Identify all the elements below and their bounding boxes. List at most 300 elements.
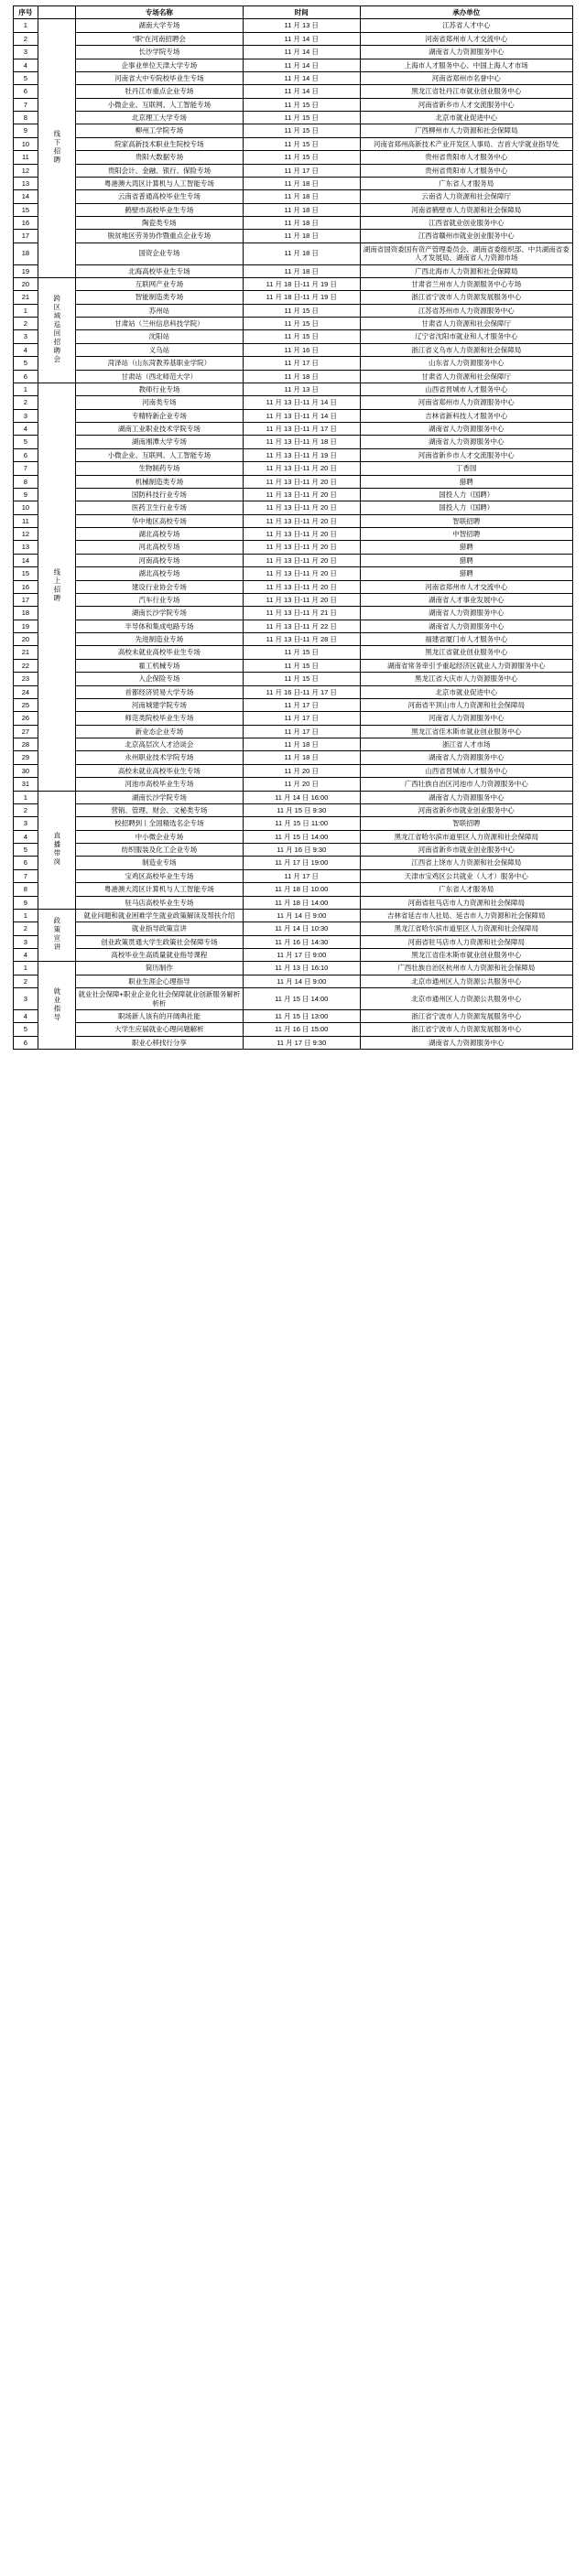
- table-row: [14, 514, 573, 527]
- cell-time: 11 月 14 日 9:00: [243, 909, 360, 922]
- cell-event-name: 粤港澳大湾区计算机与人工智能专场: [75, 177, 243, 189]
- cell-organizer: 江苏省人才中心: [360, 19, 572, 32]
- cell-time: 11 月 13 日-11 月 17 日: [243, 423, 360, 436]
- cell-time: 11 月 18 日: [243, 177, 360, 189]
- cell-category: [38, 383, 75, 791]
- cell-organizer: 辽宁省沈阳市就业和人才服务中心: [360, 330, 572, 343]
- cell-event-name: 河南城建学院专场: [75, 698, 243, 711]
- cell-event-name: 半导体和集成电路专场: [75, 620, 243, 632]
- cell-time: 11 月 16 日-11 月 17 日: [243, 685, 360, 698]
- cell-time: 11 月 20 日: [243, 764, 360, 777]
- cell-seq: 3: [14, 935, 38, 948]
- table-row: [14, 243, 573, 264]
- cell-organizer: 河南省驻马店市人力资源和社会保障局: [360, 896, 572, 909]
- table-header-row: [14, 6, 573, 19]
- cell-time: 11 月 15 日 14:00: [243, 988, 360, 1010]
- cell-event-name: 粤港澳大湾区计算机与人工智能专场: [75, 883, 243, 896]
- cell-event-name: 创业政策贯通大学生政策社会保障专场: [75, 935, 243, 948]
- cell-organizer: 河南省郑州高新技术产业开发区人事局、吉首大学就业指导处: [360, 137, 572, 150]
- table-row: [14, 896, 573, 909]
- cell-time: 11 月 15 日: [243, 151, 360, 164]
- table-row: [14, 869, 573, 882]
- cell-time: 11 月 14 日 10:30: [243, 922, 360, 935]
- schedule-table: [13, 5, 573, 1050]
- table-row: [14, 685, 573, 698]
- cell-event-name: 甘肃站（兰州信息科技学院）: [75, 318, 243, 330]
- cell-time: 11 月 13 日-11 月 22 日: [243, 620, 360, 632]
- cell-time: 11 月 18 日: [243, 190, 360, 203]
- cell-event-name: 制造业专场: [75, 857, 243, 869]
- table-row: [14, 177, 573, 189]
- cell-organizer: 北京市通州区人力资源公共服务中心: [360, 988, 572, 1010]
- cell-event-name: 湖南长沙学院专场: [75, 607, 243, 620]
- cell-event-name: 河南类专场: [75, 396, 243, 409]
- cell-time: 11 月 13 日-11 月 28 日: [243, 633, 360, 646]
- cell-event-name: 国防科技行业专场: [75, 488, 243, 501]
- cell-organizer: 黑龙江省哈尔滨市道里区人力资源和社会保障局: [360, 922, 572, 935]
- cell-seq: 8: [14, 475, 38, 488]
- cell-time: 11 月 15 日 13:00: [243, 1009, 360, 1022]
- cell-seq: 4: [14, 343, 38, 356]
- cell-event-name: 建设行业协会专场: [75, 580, 243, 593]
- cell-seq: 1: [14, 383, 38, 395]
- cell-event-name: 宝鸡区高校毕业生专场: [75, 869, 243, 882]
- cell-seq: 26: [14, 712, 38, 725]
- cell-time: 11 月 14 日: [243, 46, 360, 59]
- cell-organizer: 黑龙江省哈尔滨市道里区人力资源和社会保障局: [360, 830, 572, 843]
- cell-time: 11 月 17 日 9:30: [243, 1036, 360, 1049]
- cell-time: 11 月 15 日: [243, 98, 360, 111]
- cell-seq: 8: [14, 112, 38, 124]
- table-row: [14, 304, 573, 317]
- cell-seq: 1: [14, 19, 38, 32]
- table-row: [14, 383, 573, 395]
- table-row: [14, 751, 573, 764]
- table-row: [14, 98, 573, 111]
- cell-category: [38, 791, 75, 909]
- cell-organizer: 黑龙江省大庆市人力资源服务中心: [360, 673, 572, 685]
- cell-organizer: 湖南省人力资源服务中心: [360, 620, 572, 632]
- table-row: [14, 554, 573, 566]
- cell-time: 11 月 18 日: [243, 264, 360, 277]
- cell-organizer: 广西壮族自治区河池市人力资源服务中心: [360, 778, 572, 791]
- cell-seq: 23: [14, 673, 38, 685]
- cell-organizer: 广东省人才服务局: [360, 177, 572, 189]
- table-row: [14, 264, 573, 277]
- cell-event-name: 菏泽站（山东菏教养基职业学院）: [75, 357, 243, 370]
- cell-time: 11 月 18 日: [243, 243, 360, 264]
- cell-time: 11 月 13 日-11 月 20 日: [243, 554, 360, 566]
- table-row: [14, 778, 573, 791]
- table-body: [14, 19, 573, 1050]
- cell-event-name: 贵阳会计、金融、银行、保险专场: [75, 164, 243, 177]
- cell-time: 11 月 14 日: [243, 85, 360, 98]
- cell-seq: 5: [14, 357, 38, 370]
- cell-organizer: 广西柳州市人力资源和社会保障局: [360, 124, 572, 137]
- header-name: 专场名称: [75, 6, 243, 19]
- cell-seq: 4: [14, 59, 38, 71]
- table-row: [14, 1009, 573, 1022]
- table-row: [14, 343, 573, 356]
- cell-seq: 19: [14, 620, 38, 632]
- cell-time: 11 月 13 日-11 月 21 日: [243, 607, 360, 620]
- cell-time: 11 月 13 日-11 月 19 日: [243, 448, 360, 461]
- cell-event-name: 云南省普通高校毕业生专场: [75, 190, 243, 203]
- table-row: [14, 423, 573, 436]
- cell-time: 11 月 14 日: [243, 71, 360, 84]
- cell-event-name: 新业态企业专场: [75, 725, 243, 738]
- cell-time: 11 月 14 日 16:00: [243, 791, 360, 803]
- cell-seq: 4: [14, 1009, 38, 1022]
- cell-seq: 5: [14, 71, 38, 84]
- cell-seq: 2: [14, 318, 38, 330]
- cell-event-name: 专精特新企业专场: [75, 409, 243, 422]
- cell-time: 11 月 15 日: [243, 673, 360, 685]
- cell-organizer: 广西壮族自治区杭州市人力资源和社会保障局: [360, 962, 572, 975]
- cell-organizer: 河南省鹤壁市人力资源和社会保障局: [360, 203, 572, 216]
- cell-organizer: 湖南省人力资源服务中心: [360, 46, 572, 59]
- cell-seq: 17: [14, 230, 38, 243]
- cell-seq: 10: [14, 501, 38, 514]
- table-row: [14, 922, 573, 935]
- table-row: [14, 112, 573, 124]
- cell-organizer: 天津市宝鸡区公共就业（人才）服务中心: [360, 869, 572, 882]
- cell-event-name: 职场新人该有的开阔典社能: [75, 1009, 243, 1022]
- table-row: [14, 949, 573, 962]
- cell-seq: 21: [14, 291, 38, 304]
- cell-organizer: 广东省人才服务局: [360, 883, 572, 896]
- category-label: 线上招聘: [52, 568, 61, 603]
- cell-organizer: 猎聘: [360, 554, 572, 566]
- cell-seq: 28: [14, 738, 38, 751]
- cell-seq: 4: [14, 949, 38, 962]
- table-row: [14, 607, 573, 620]
- cell-time: 11 月 15 日 11:00: [243, 817, 360, 830]
- cell-seq: 6: [14, 1036, 38, 1049]
- cell-organizer: 河南省人力资源服务中心: [360, 712, 572, 725]
- cell-time: 11 月 13 日-11 月 20 日: [243, 462, 360, 475]
- cell-organizer: 吉林省延吉市人社局、延吉市人力资源和社会保障局: [360, 909, 572, 922]
- cell-event-name: 就业社会保障+职业企业化社会保障就业创新服务解析析析: [75, 988, 243, 1010]
- cell-event-name: 校招聘到丨全国精选名企专场: [75, 817, 243, 830]
- cell-seq: 2: [14, 32, 38, 45]
- cell-time: 11 月 15 日: [243, 304, 360, 317]
- cell-time: 11 月 16 日 14:30: [243, 935, 360, 948]
- table-row: [14, 190, 573, 203]
- cell-organizer: 智联招聘: [360, 514, 572, 527]
- cell-organizer: 上海市人才服务中心、中国上海人才市场: [360, 59, 572, 71]
- cell-event-name: 陶瓷类专场: [75, 217, 243, 230]
- cell-organizer: 湖南省人力资源服务中心: [360, 436, 572, 448]
- cell-event-name: 国资企业专场: [75, 243, 243, 264]
- cell-seq: 13: [14, 541, 38, 554]
- cell-event-name: 甘肃站（西北师范大学）: [75, 370, 243, 383]
- table-row: [14, 164, 573, 177]
- cell-event-name: 简历制作: [75, 962, 243, 975]
- cell-organizer: 河南省平顶山市人力资源和社会保障局: [360, 698, 572, 711]
- cell-event-name: 小微企业、互联网、人工智能专场: [75, 448, 243, 461]
- table-row: [14, 791, 573, 803]
- cell-event-name: 苏州站: [75, 304, 243, 317]
- table-row: [14, 330, 573, 343]
- cell-organizer: 湖南省人力资源服务中心: [360, 791, 572, 803]
- cell-seq: 29: [14, 751, 38, 764]
- cell-seq: 21: [14, 646, 38, 659]
- cell-organizer: 黑龙江省佳木斯市就业创业服务中心: [360, 949, 572, 962]
- table-row: [14, 230, 573, 243]
- table-row: [14, 488, 573, 501]
- table-row: [14, 817, 573, 830]
- table-row: [14, 646, 573, 659]
- cell-organizer: 黑龙江省牡丹江市就业创业服务中心: [360, 85, 572, 98]
- table-row: [14, 475, 573, 488]
- cell-time: 11 月 16 日 9:30: [243, 844, 360, 857]
- table-row: [14, 277, 573, 290]
- cell-organizer: 山东省人力资源服务中心: [360, 357, 572, 370]
- cell-event-name: 高校未就业高校毕业生专场: [75, 764, 243, 777]
- cell-time: 11 月 13 日: [243, 19, 360, 32]
- cell-seq: 2: [14, 396, 38, 409]
- cell-organizer: 猎聘: [360, 567, 572, 580]
- cell-time: 11 月 13 日-11 月 20 日: [243, 567, 360, 580]
- cell-time: 11 月 18 日: [243, 230, 360, 243]
- table-row: [14, 803, 573, 816]
- cell-time: 11 月 18 日: [243, 217, 360, 230]
- cell-organizer: 江苏省苏州市人力资源服务中心: [360, 304, 572, 317]
- cell-event-name: 汽车行业专场: [75, 593, 243, 606]
- cell-time: 11 月 13 日: [243, 383, 360, 395]
- cell-event-name: 大学生应届就业心理问题解析: [75, 1023, 243, 1036]
- table-row: [14, 541, 573, 554]
- table-row: [14, 291, 573, 304]
- table-row: [14, 528, 573, 541]
- cell-organizer: 猎聘: [360, 475, 572, 488]
- cell-event-name: 河南省大中专院校毕业生专场: [75, 71, 243, 84]
- cell-organizer: 猎聘: [360, 541, 572, 554]
- cell-category: [38, 19, 75, 278]
- cell-event-name: 北海高校毕业生专场: [75, 264, 243, 277]
- cell-seq: 5: [14, 436, 38, 448]
- cell-organizer: 北京市就业促进中心: [360, 112, 572, 124]
- table-row: [14, 436, 573, 448]
- cell-seq: 20: [14, 633, 38, 646]
- cell-event-name: 永州职业技术学院专场: [75, 751, 243, 764]
- cell-seq: 2: [14, 922, 38, 935]
- table-row: [14, 593, 573, 606]
- cell-event-name: 义乌站: [75, 343, 243, 356]
- cell-organizer: 湖南省国资委国有资产管理委员会、湖南省委组织部、中共湖南省委人才发展局、湖南省人力资源市场: [360, 243, 572, 264]
- cell-event-name: 北京高层次人才洽谈会: [75, 738, 243, 751]
- cell-seq: 5: [14, 1023, 38, 1036]
- cell-seq: 25: [14, 698, 38, 711]
- cell-organizer: 国投人力（国聘）: [360, 501, 572, 514]
- cell-time: 11 月 13 日-11 月 20 日: [243, 580, 360, 593]
- cell-event-name: 湖南工业职业技术学院专场: [75, 423, 243, 436]
- cell-category: [38, 962, 75, 1050]
- table-row: [14, 85, 573, 98]
- cell-event-name: 脱贫地区劳务协作暨重点企业专场: [75, 230, 243, 243]
- cell-time: 11 月 18 日: [243, 738, 360, 751]
- cell-seq: 2: [14, 803, 38, 816]
- cell-category: [38, 277, 75, 383]
- cell-time: 11 月 15 日: [243, 112, 360, 124]
- cell-event-name: 院家高新技术职业生院校专场: [75, 137, 243, 150]
- table-row: [14, 935, 573, 948]
- cell-time: 11 月 16 日 15:00: [243, 1023, 360, 1036]
- cell-time: 11 月 15 日: [243, 124, 360, 137]
- table-row: [14, 725, 573, 738]
- cell-time: 11 月 15 日: [243, 137, 360, 150]
- cell-time: 11 月 13 日-11 月 20 日: [243, 528, 360, 541]
- category-label: 政策宣讲: [52, 916, 61, 952]
- table-row: [14, 580, 573, 593]
- cell-seq: 27: [14, 725, 38, 738]
- cell-time: 11 月 16 日: [243, 343, 360, 356]
- cell-organizer: 湖南省人力资源服务中心: [360, 423, 572, 436]
- cell-seq: 4: [14, 423, 38, 436]
- table-row: [14, 844, 573, 857]
- cell-time: 11 月 20 日: [243, 778, 360, 791]
- cell-time: 11 月 13 日-11 月 20 日: [243, 488, 360, 501]
- cell-seq: 1: [14, 304, 38, 317]
- cell-time: 11 月 18 日-11 月 19 日: [243, 277, 360, 290]
- table-row: [14, 71, 573, 84]
- table-row: [14, 409, 573, 422]
- cell-time: 11 月 18 日-11 月 19 日: [243, 291, 360, 304]
- cell-event-name: 医药卫生行业专场: [75, 501, 243, 514]
- table-row: [14, 462, 573, 475]
- cell-time: 11 月 17 日 19:00: [243, 857, 360, 869]
- cell-event-name: 小微企业、互联网、人工智能专场: [75, 98, 243, 111]
- cell-event-name: 牡丹江市重点企业专场: [75, 85, 243, 98]
- cell-time: 11 月 18 日: [243, 370, 360, 383]
- cell-organizer: 河南省郑州市人才交流中心: [360, 580, 572, 593]
- cell-organizer: 河南省郑州市名誉中心: [360, 71, 572, 84]
- cell-seq: 2: [14, 975, 38, 987]
- cell-time: 11 月 15 日: [243, 646, 360, 659]
- cell-event-name: 鹤壁市高校毕业生专场: [75, 203, 243, 216]
- cell-event-name: 就业问题和就业困难学生就业政策解读及帮扶介绍: [75, 909, 243, 922]
- cell-seq: 18: [14, 607, 38, 620]
- cell-seq: 16: [14, 580, 38, 593]
- cell-organizer: 甘肃省兰州市人力资源服务中心专场: [360, 277, 572, 290]
- table-row: [14, 830, 573, 843]
- cell-seq: 3: [14, 330, 38, 343]
- cell-organizer: 浙江省义乌市人力资源和社会保障局: [360, 343, 572, 356]
- cell-seq: 8: [14, 883, 38, 896]
- cell-time: 11 月 17 日: [243, 698, 360, 711]
- cell-seq: 10: [14, 137, 38, 150]
- header-category: [38, 6, 75, 19]
- cell-organizer: 甘肃省人力资源和社会保障厅: [360, 370, 572, 383]
- table-row: [14, 357, 573, 370]
- cell-time: 11 月 17 日: [243, 357, 360, 370]
- cell-organizer: 河南省新乡市人才交流服务中心: [360, 98, 572, 111]
- cell-seq: 3: [14, 988, 38, 1010]
- cell-organizer: 湖南省人力资源服务中心: [360, 607, 572, 620]
- cell-seq: 15: [14, 203, 38, 216]
- cell-event-name: 高校毕业生高质量就业指导课程: [75, 949, 243, 962]
- cell-seq: 3: [14, 46, 38, 59]
- cell-event-name: 企事业单位天津大学专场: [75, 59, 243, 71]
- cell-event-name: 沈阳站: [75, 330, 243, 343]
- cell-organizer: 湖南省人力资源服务中心: [360, 751, 572, 764]
- table-row: [14, 712, 573, 725]
- cell-seq: 14: [14, 190, 38, 203]
- cell-time: 11 月 18 日 10:00: [243, 883, 360, 896]
- cell-organizer: 北京市通州区人力资源公共服务中心: [360, 975, 572, 987]
- cell-seq: 22: [14, 659, 38, 672]
- cell-seq: 7: [14, 462, 38, 475]
- table-header: [14, 6, 573, 19]
- cell-event-name: 湖南大学专场: [75, 19, 243, 32]
- table-row: [14, 633, 573, 646]
- table-row: [14, 151, 573, 164]
- cell-event-name: 霍工机械专场: [75, 659, 243, 672]
- cell-time: 11 月 13 日-11 月 20 日: [243, 541, 360, 554]
- cell-seq: 19: [14, 264, 38, 277]
- cell-organizer: 北京市就业促进中心: [360, 685, 572, 698]
- cell-event-name: 首都经济贸易大学专场: [75, 685, 243, 698]
- cell-time: 11 月 13 日-11 月 14 日: [243, 409, 360, 422]
- cell-organizer: 浙江省宁波市人力资源发展服务中心: [360, 1023, 572, 1036]
- cell-organizer: 河南省郑州市人力资源服务中心: [360, 396, 572, 409]
- cell-seq: 15: [14, 567, 38, 580]
- cell-event-name: 中小微企业专场: [75, 830, 243, 843]
- cell-organizer: 浙江省人才市场: [360, 738, 572, 751]
- cell-event-name: 长沙学院专场: [75, 46, 243, 59]
- cell-seq: 6: [14, 370, 38, 383]
- table-row: [14, 370, 573, 383]
- cell-time: 11 月 15 日: [243, 318, 360, 330]
- cell-organizer: 山西省晋城市人才服务中心: [360, 383, 572, 395]
- cell-event-name: 营销、管理、财会、文秘类专场: [75, 803, 243, 816]
- cell-time: 11 月 13 日-11 月 20 日: [243, 593, 360, 606]
- cell-seq: 1: [14, 791, 38, 803]
- cell-seq: 12: [14, 528, 38, 541]
- cell-organizer: 江西省上饶市人力资源和社会保障局: [360, 857, 572, 869]
- cell-seq: 5: [14, 844, 38, 857]
- cell-seq: 18: [14, 243, 38, 264]
- cell-seq: 16: [14, 217, 38, 230]
- cell-seq: 11: [14, 151, 38, 164]
- table-row: [14, 883, 573, 896]
- table-row: [14, 698, 573, 711]
- category-label: 跨区域巡回招聘会: [52, 294, 61, 364]
- cell-seq: 20: [14, 277, 38, 290]
- cell-event-name: "职"在河南招聘会: [75, 32, 243, 45]
- table-row: [14, 59, 573, 71]
- cell-time: 11 月 17 日: [243, 712, 360, 725]
- cell-event-name: 职业心移找行分享: [75, 1036, 243, 1049]
- cell-event-name: 河池市高校毕业生专场: [75, 778, 243, 791]
- schedule-document: [0, 0, 586, 1067]
- cell-organizer: 黑龙江省就业创业服务中心: [360, 646, 572, 659]
- cell-seq: 6: [14, 85, 38, 98]
- cell-event-name: 入企保险专场: [75, 673, 243, 685]
- table-row: [14, 217, 573, 230]
- table-row: [14, 962, 573, 975]
- cell-seq: 11: [14, 514, 38, 527]
- cell-seq: 9: [14, 896, 38, 909]
- cell-event-name: 职业生涯企心理指导: [75, 975, 243, 987]
- cell-time: 11 月 13 日-11 月 18 日: [243, 436, 360, 448]
- cell-event-name: 先进制造业专场: [75, 633, 243, 646]
- cell-time: 11 月 14 日: [243, 32, 360, 45]
- cell-seq: 7: [14, 869, 38, 882]
- cell-time: 11 月 13 日-11 月 20 日: [243, 475, 360, 488]
- cell-organizer: 贵州省贵阳市人才服务中心: [360, 164, 572, 177]
